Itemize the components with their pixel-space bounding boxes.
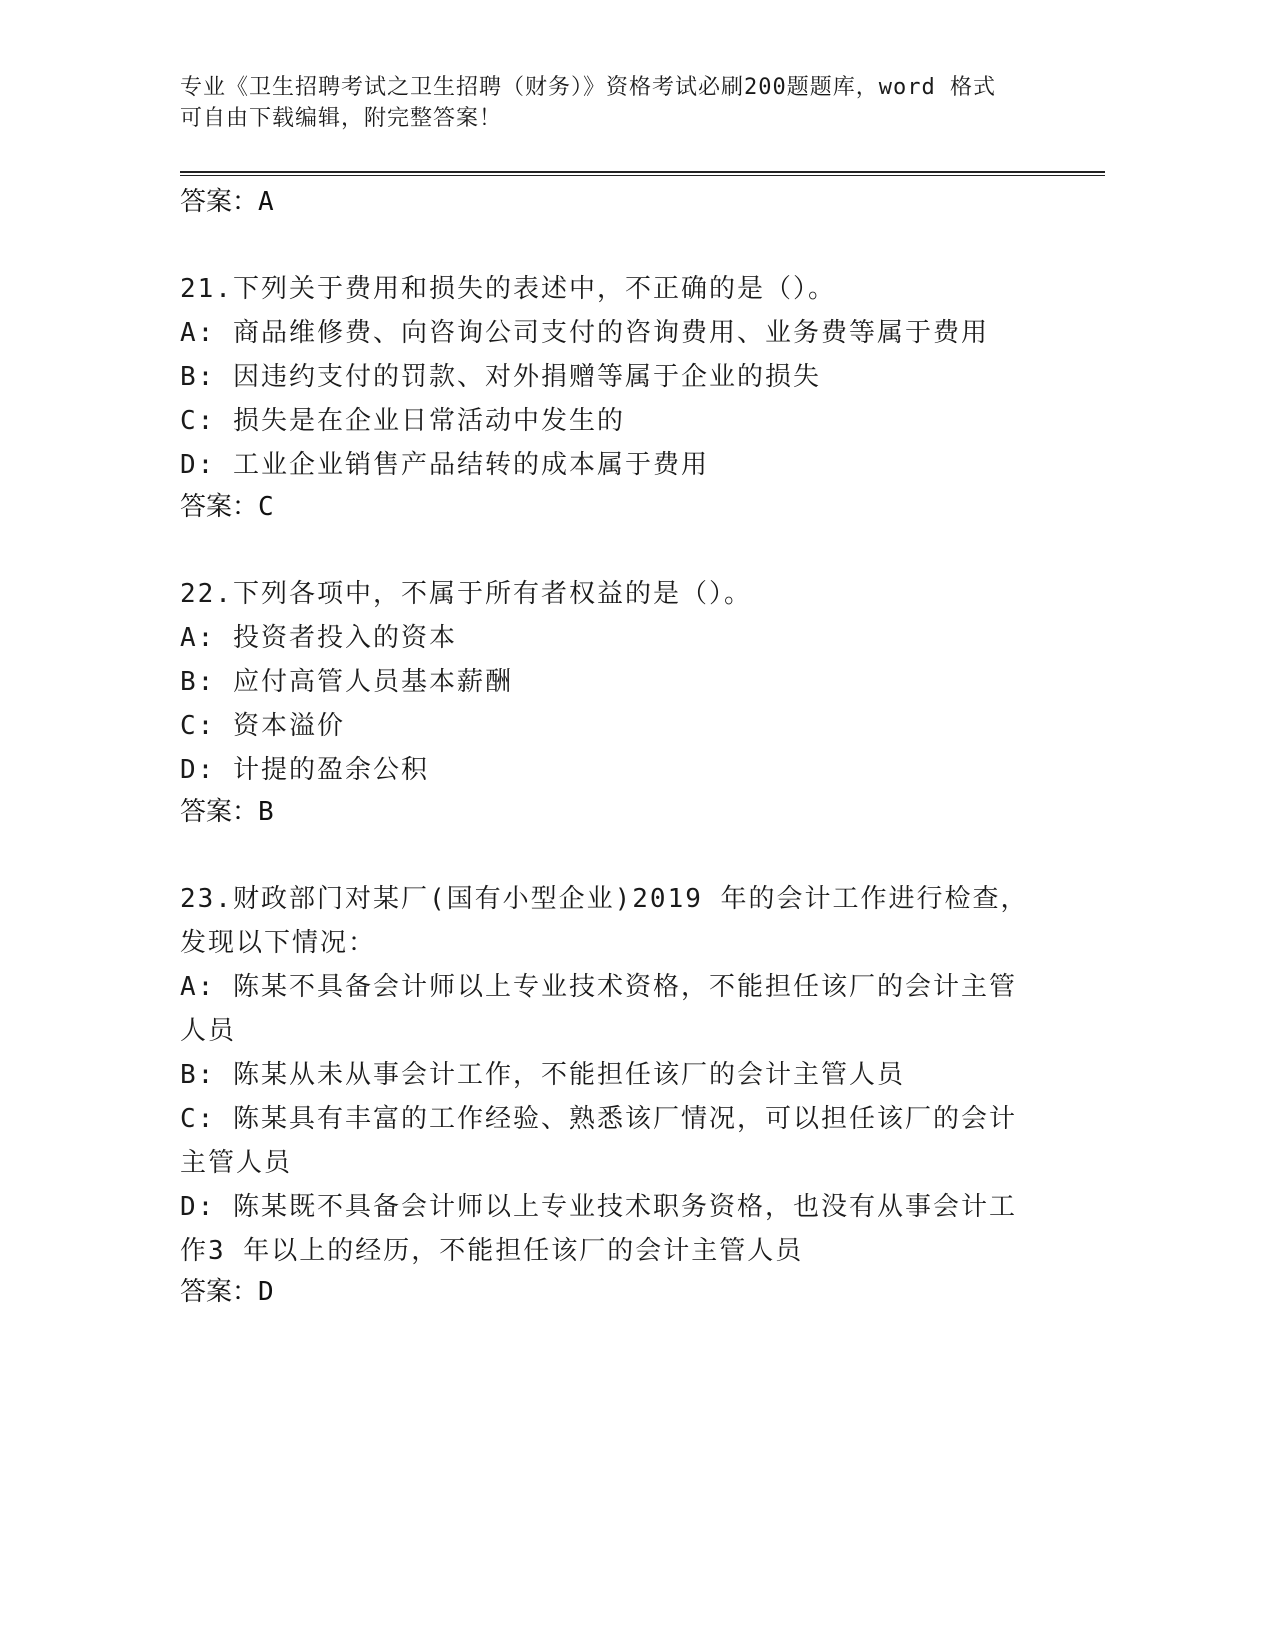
option-c: C: 陈某具有丰富的工作经验、熟悉该厂情况，可以担任该厂的会计主管人员 <box>180 1104 1017 1178</box>
header-line-1: 专业《卫生招聘考试之卫生招聘（财务）》资格考试必刷200题题库，word 格式 <box>180 75 996 100</box>
question-text: 21.下列关于费用和损失的表述中，不正确的是（）。 <box>180 274 836 304</box>
answer-label: 答案： <box>180 492 259 522</box>
option-b: B: 陈某从未从事会计工作，不能担任该厂的会计主管人员 <box>180 1060 905 1090</box>
answer-22 <box>180 795 274 829</box>
option-c: C: 损失是在企业日常活动中发生的 <box>180 406 625 436</box>
question-23 <box>180 877 1040 1273</box>
question-text: 23.财政部门对某厂(国有小型企业)2019 年的会计工作进行检查，发现以下情况： <box>180 884 1029 958</box>
question-text: 22.下列各项中，不属于所有者权益的是（）。 <box>180 579 752 609</box>
answer-key: B <box>258 797 274 827</box>
option-d: D: 工业企业销售产品结转的成本属于费用 <box>180 450 709 480</box>
option-c: C: 资本溢价 <box>180 711 345 741</box>
header-line-2: 可自由下载编辑，附完整答案！ <box>180 106 503 131</box>
answer-key: A <box>258 187 274 217</box>
answer-label: 答案： <box>180 1277 259 1307</box>
option-a: A: 商品维修费、向咨询公司支付的咨询费用、业务费等属于费用 <box>180 318 989 348</box>
answer-21 <box>180 490 274 524</box>
header-divider <box>180 171 1105 176</box>
option-b: B: 应付高管人员基本薪酬 <box>180 667 513 697</box>
option-b: B: 因违约支付的罚款、对外捐赠等属于企业的损失 <box>180 362 821 392</box>
answer-23 <box>180 1275 274 1309</box>
question-22 <box>180 572 1040 792</box>
question-21 <box>180 267 1040 487</box>
option-a: A: 陈某不具备会计师以上专业技术资格，不能担任该厂的会计主管人员 <box>180 972 1017 1046</box>
option-d: D: 计提的盈余公积 <box>180 755 429 785</box>
page-header <box>180 72 1040 134</box>
answer-label: 答案： <box>180 187 259 217</box>
answer-key: D <box>258 1277 274 1307</box>
option-a: A: 投资者投入的资本 <box>180 623 457 653</box>
answer-label: 答案： <box>180 797 259 827</box>
answer-key: C <box>258 492 274 522</box>
answer-previous <box>180 185 274 219</box>
option-d: D: 陈某既不具备会计师以上专业技术职务资格，也没有从事会计工作3 年以上的经历，不能担任该厂的会计主管人员 <box>180 1192 1017 1266</box>
